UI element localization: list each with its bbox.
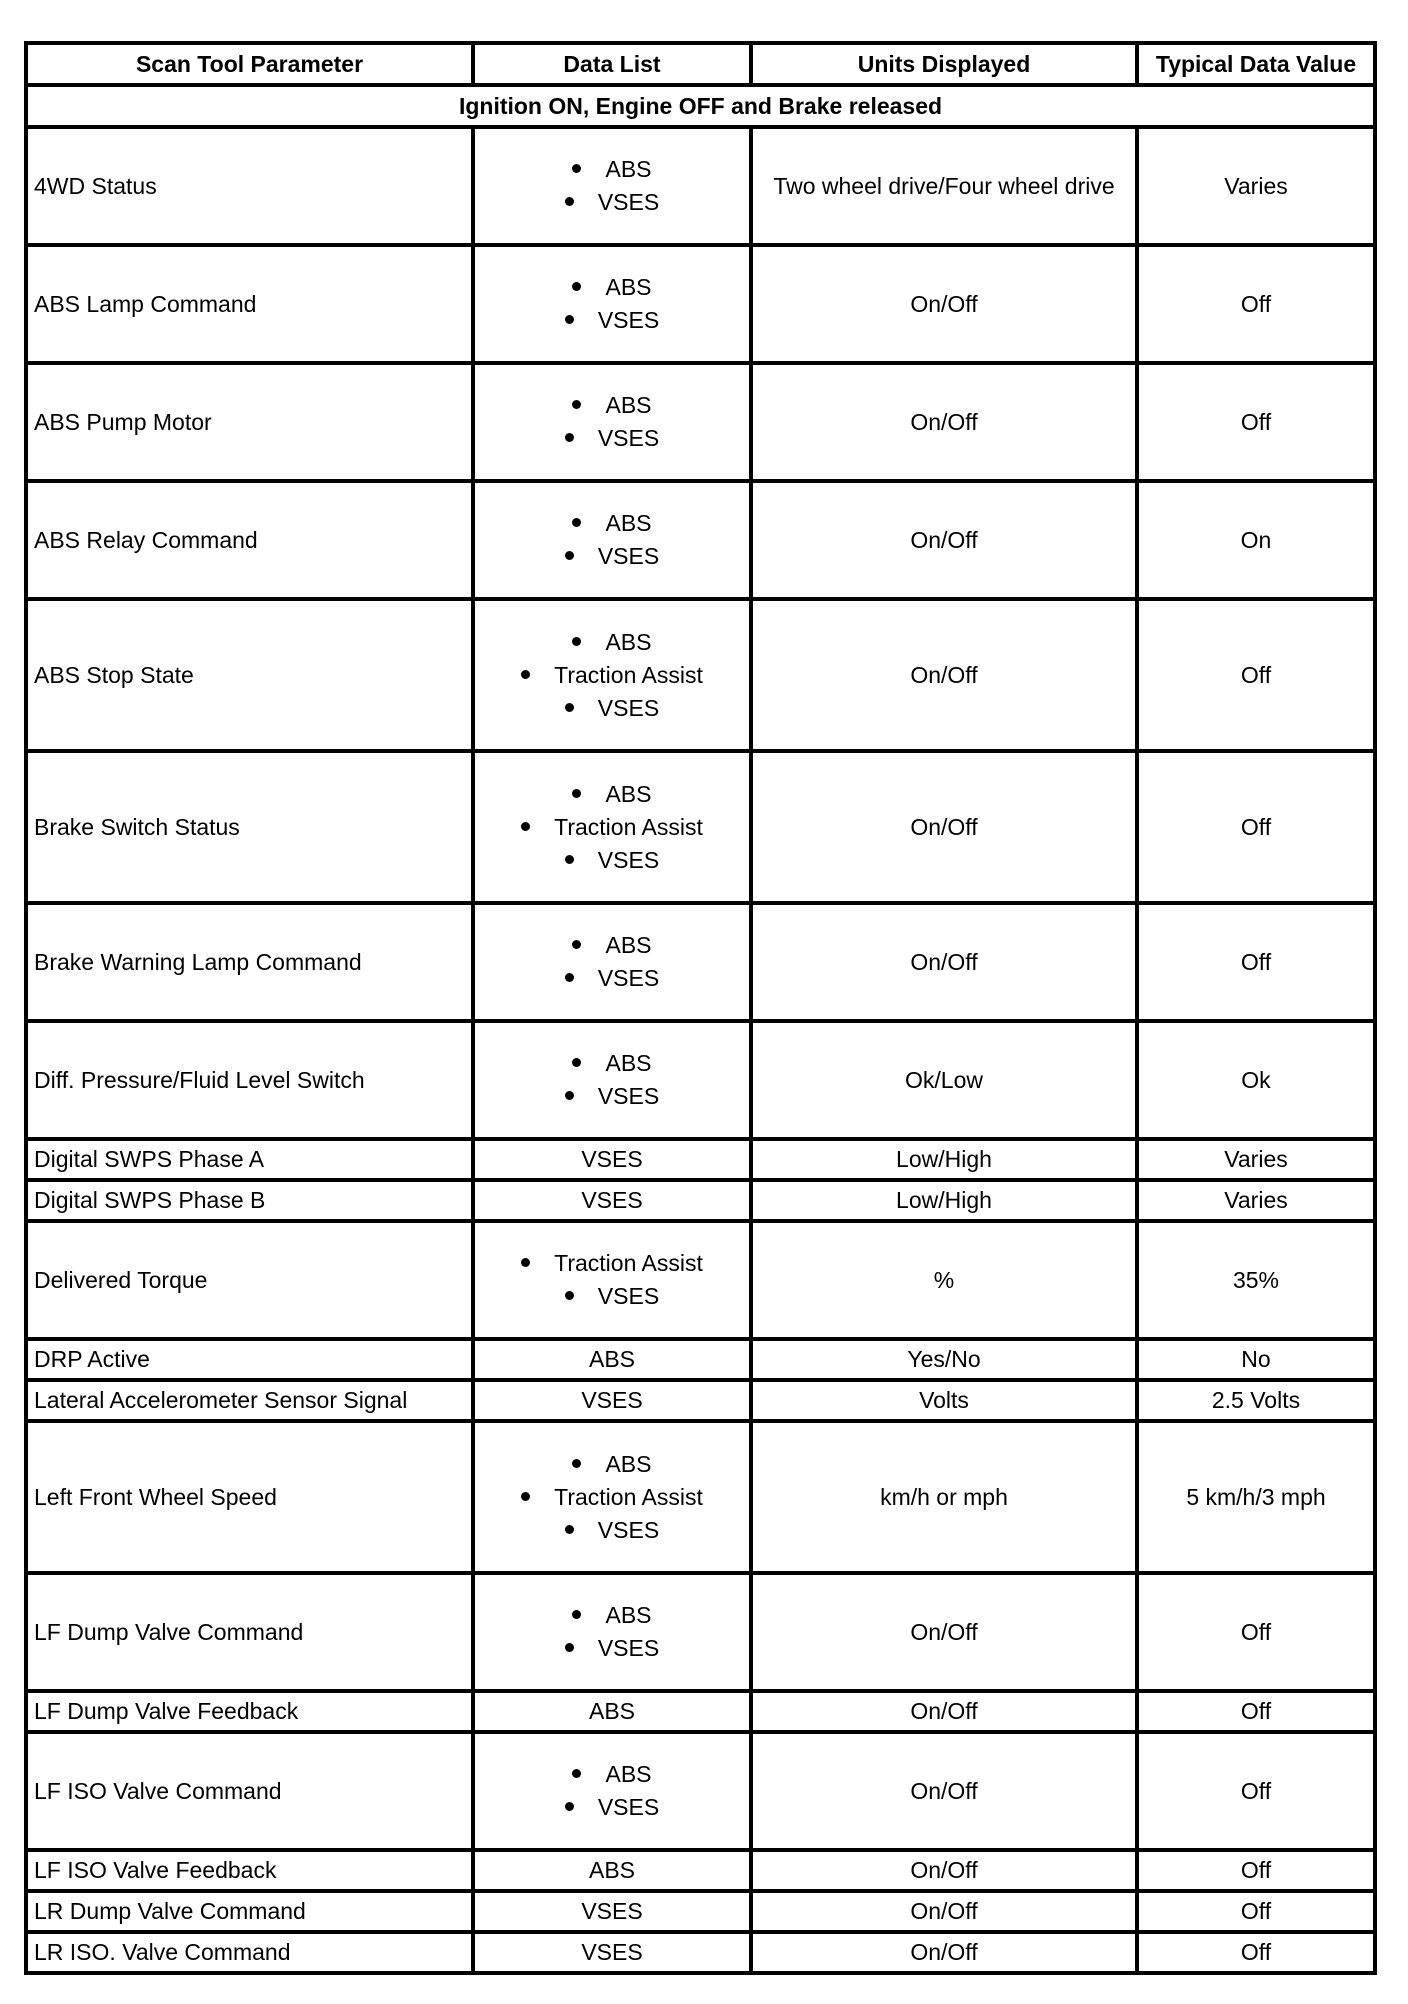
bullet-icon <box>572 789 581 798</box>
table-row <box>26 1021 1375 1139</box>
data-list-bullets <box>565 1047 659 1113</box>
data-list-cell <box>473 245 751 363</box>
bullet-icon <box>572 1459 581 1468</box>
parameter-cell: ABS Stop State <box>26 599 473 751</box>
header-units-displayed: Units Displayed <box>751 43 1137 85</box>
data-list-cell <box>473 751 751 903</box>
data-list-item-label: ABS <box>605 1450 652 1477</box>
data-list-item <box>565 389 659 422</box>
bullet-icon <box>521 822 530 831</box>
data-list-item-label: Traction Assist <box>554 1483 703 1510</box>
parameter-cell: ABS Pump Motor <box>26 363 473 481</box>
table-row <box>26 903 1375 1021</box>
bullet-icon <box>565 1525 574 1534</box>
parameter-cell: Diff. Pressure/Fluid Level Switch <box>26 1021 473 1139</box>
data-list-item <box>565 962 659 995</box>
units-cell: On/Off <box>751 751 1137 903</box>
units-cell: Low/High <box>751 1139 1137 1180</box>
data-list-item-label: VSES <box>597 307 660 333</box>
units-cell: On/Off <box>751 1850 1137 1891</box>
data-list-item-label: ABS <box>605 156 652 182</box>
table-row <box>26 1221 1375 1339</box>
data-list-bullets <box>565 389 659 455</box>
data-list-item-label: VSES <box>597 1635 660 1661</box>
section-title: Ignition ON, Engine OFF and Brake released <box>26 85 1375 127</box>
data-list-cell: ABS <box>473 1339 751 1380</box>
typical-value-cell: Off <box>1137 1691 1375 1732</box>
data-list-cell: VSES <box>473 1139 751 1180</box>
parameter-cell: Left Front Wheel Speed <box>26 1421 473 1573</box>
units-cell: Ok/Low <box>751 1021 1137 1139</box>
data-list-item-label: ABS <box>605 1050 652 1076</box>
bullet-icon <box>572 282 581 291</box>
parameter-cell: LR Dump Valve Command <box>26 1891 473 1932</box>
data-list-cell: VSES <box>473 1932 751 1973</box>
data-list-item-label: VSES <box>597 425 660 451</box>
data-list-bullets <box>565 153 659 219</box>
data-list-cell <box>473 127 751 245</box>
units-cell: Low/High <box>751 1180 1137 1221</box>
data-list-item-label: ABS <box>605 392 652 418</box>
bullet-icon <box>565 1643 574 1652</box>
data-list-cell <box>473 481 751 599</box>
typical-value-cell: On <box>1137 481 1375 599</box>
table-row <box>26 1180 1375 1221</box>
units-cell: On/Off <box>751 1932 1137 1973</box>
data-list-item-label: Traction Assist <box>554 813 703 840</box>
data-list-bullets <box>565 929 659 995</box>
data-list-item <box>565 507 659 540</box>
data-list-bullets <box>565 1758 659 1824</box>
typical-value-cell: Off <box>1137 751 1375 903</box>
table-row <box>26 1380 1375 1421</box>
table-row <box>26 1891 1375 1932</box>
table-row <box>26 1139 1375 1180</box>
units-cell: On/Off <box>751 245 1137 363</box>
parameter-cell: Delivered Torque <box>26 1221 473 1339</box>
data-list-cell <box>473 1021 751 1139</box>
data-list-cell <box>473 1732 751 1850</box>
table-row <box>26 1850 1375 1891</box>
data-list-item-label: ABS <box>605 932 652 958</box>
data-list-bullets <box>521 1247 703 1313</box>
parameter-cell: LF Dump Valve Command <box>26 1573 473 1691</box>
data-list-item-label: VSES <box>597 543 660 569</box>
data-list-item-label: ABS <box>605 274 652 300</box>
typical-value-cell: No <box>1137 1339 1375 1380</box>
data-list-bullets <box>521 626 703 725</box>
data-list-bullets <box>521 778 703 877</box>
typical-value-cell: Varies <box>1137 1139 1375 1180</box>
typical-value-cell: 5 km/h/3 mph <box>1137 1421 1375 1573</box>
data-list-item-label: ABS <box>605 1761 652 1787</box>
table-row <box>26 1932 1375 1973</box>
parameter-cell: Digital SWPS Phase A <box>26 1139 473 1180</box>
typical-value-cell: 35% <box>1137 1221 1375 1339</box>
typical-value-cell: Off <box>1137 1732 1375 1850</box>
table-row <box>26 751 1375 903</box>
data-list-item <box>565 422 659 455</box>
bullet-icon <box>572 1769 581 1778</box>
data-list-cell <box>473 363 751 481</box>
units-cell: On/Off <box>751 1891 1137 1932</box>
data-list-item <box>521 659 703 692</box>
units-cell: On/Off <box>751 363 1137 481</box>
data-list-item <box>521 692 703 725</box>
data-list-item <box>521 1280 703 1313</box>
data-list-item <box>521 626 703 659</box>
data-list-item <box>565 929 659 962</box>
table-row <box>26 1573 1375 1691</box>
bullet-icon <box>572 518 581 527</box>
parameter-cell: Brake Switch Status <box>26 751 473 903</box>
data-list-cell <box>473 1421 751 1573</box>
data-list-item-label: VSES <box>597 1794 660 1820</box>
section-row <box>26 85 1375 127</box>
typical-value-cell: Off <box>1137 363 1375 481</box>
bullet-icon <box>565 551 574 560</box>
bullet-icon <box>572 637 581 646</box>
units-cell: Volts <box>751 1380 1137 1421</box>
data-list-item <box>521 778 703 811</box>
data-list-bullets <box>565 507 659 573</box>
data-list-item <box>521 1481 703 1514</box>
data-list-item-label: Traction Assist <box>554 1250 703 1276</box>
data-list-item <box>521 1448 703 1481</box>
data-list-item-label: VSES <box>597 1083 660 1109</box>
data-list-cell: ABS <box>473 1850 751 1891</box>
typical-value-cell: Ok <box>1137 1021 1375 1139</box>
bullet-icon <box>572 1610 581 1619</box>
data-list-item <box>565 540 659 573</box>
bullet-icon <box>572 164 581 173</box>
data-list-item-label: ABS <box>605 628 652 655</box>
bullet-icon <box>521 1258 530 1267</box>
data-list-item-label: Traction Assist <box>554 661 703 688</box>
units-cell: Two wheel drive/Four wheel drive <box>751 127 1137 245</box>
data-list-item <box>521 844 703 877</box>
table-row <box>26 481 1375 599</box>
parameter-cell: LF Dump Valve Feedback <box>26 1691 473 1732</box>
data-list-item <box>565 186 659 219</box>
parameter-cell: Brake Warning Lamp Command <box>26 903 473 1021</box>
data-list-cell: VSES <box>473 1891 751 1932</box>
data-list-item <box>565 1791 659 1824</box>
table-row <box>26 1691 1375 1732</box>
header-typical-data-value: Typical Data Value <box>1137 43 1375 85</box>
data-list-item-label: ABS <box>605 780 652 807</box>
data-list-cell <box>473 1573 751 1691</box>
data-list-item <box>565 304 659 337</box>
units-cell: On/Off <box>751 481 1137 599</box>
units-cell: Yes/No <box>751 1339 1137 1380</box>
data-list-item <box>521 811 703 844</box>
bullet-icon <box>521 1492 530 1501</box>
table-row <box>26 245 1375 363</box>
data-list-item <box>565 271 659 304</box>
bullet-icon <box>572 400 581 409</box>
data-list-cell <box>473 599 751 751</box>
parameter-cell: ABS Lamp Command <box>26 245 473 363</box>
bullet-icon <box>565 703 574 712</box>
data-list-cell <box>473 1221 751 1339</box>
parameter-cell: LR ISO. Valve Command <box>26 1932 473 1973</box>
typical-value-cell: Varies <box>1137 127 1375 245</box>
data-list-cell: ABS <box>473 1691 751 1732</box>
data-list-bullets <box>565 1599 659 1665</box>
data-list-bullets <box>565 271 659 337</box>
bullet-icon <box>565 315 574 324</box>
data-list-item <box>521 1247 703 1280</box>
typical-value-cell: Off <box>1137 245 1375 363</box>
data-list-bullets <box>521 1448 703 1547</box>
units-cell: On/Off <box>751 903 1137 1021</box>
table-row <box>26 1339 1375 1380</box>
units-cell: km/h or mph <box>751 1421 1137 1573</box>
typical-value-cell: Off <box>1137 1850 1375 1891</box>
parameter-cell: DRP Active <box>26 1339 473 1380</box>
parameter-cell: Digital SWPS Phase B <box>26 1180 473 1221</box>
data-list-cell: VSES <box>473 1180 751 1221</box>
data-list-item-label: VSES <box>597 694 660 721</box>
table-row <box>26 1732 1375 1850</box>
parameter-cell: 4WD Status <box>26 127 473 245</box>
data-list-item-label: VSES <box>597 846 660 873</box>
data-list-cell: VSES <box>473 1380 751 1421</box>
units-cell: On/Off <box>751 599 1137 751</box>
table-row <box>26 127 1375 245</box>
header-scan-tool-parameter: Scan Tool Parameter <box>26 43 473 85</box>
data-list-item <box>565 153 659 186</box>
data-list-item <box>565 1080 659 1113</box>
bullet-icon <box>572 940 581 949</box>
typical-value-cell: Off <box>1137 1932 1375 1973</box>
data-list-item <box>565 1758 659 1791</box>
header-data-list: Data List <box>473 43 751 85</box>
typical-value-cell: Varies <box>1137 1180 1375 1221</box>
typical-value-cell: Off <box>1137 1891 1375 1932</box>
bullet-icon <box>565 1802 574 1811</box>
data-list-item-label: VSES <box>597 189 660 215</box>
bullet-icon <box>572 1058 581 1067</box>
data-list-item-label: VSES <box>597 1283 660 1309</box>
data-list-cell <box>473 903 751 1021</box>
scan-tool-data-table <box>24 41 1377 1975</box>
data-list-item-label: ABS <box>605 1602 652 1628</box>
table-row <box>26 1421 1375 1573</box>
header-row <box>26 43 1375 85</box>
units-cell: % <box>751 1221 1137 1339</box>
bullet-icon <box>565 433 574 442</box>
typical-value-cell: Off <box>1137 599 1375 751</box>
data-list-item <box>565 1047 659 1080</box>
units-cell: On/Off <box>751 1732 1137 1850</box>
typical-value-cell: Off <box>1137 903 1375 1021</box>
table-row <box>26 599 1375 751</box>
bullet-icon <box>565 855 574 864</box>
typical-value-cell: 2.5 Volts <box>1137 1380 1375 1421</box>
parameter-cell: Lateral Accelerometer Sensor Signal <box>26 1380 473 1421</box>
bullet-icon <box>521 670 530 679</box>
data-list-item <box>565 1632 659 1665</box>
bullet-icon <box>565 973 574 982</box>
data-list-item <box>521 1514 703 1547</box>
units-cell: On/Off <box>751 1691 1137 1732</box>
parameter-cell: LF ISO Valve Feedback <box>26 1850 473 1891</box>
data-list-item-label: ABS <box>605 510 652 536</box>
data-list-item-label: VSES <box>597 965 660 991</box>
typical-value-cell: Off <box>1137 1573 1375 1691</box>
parameter-cell: ABS Relay Command <box>26 481 473 599</box>
table-row <box>26 363 1375 481</box>
data-list-item <box>565 1599 659 1632</box>
bullet-icon <box>565 1091 574 1100</box>
bullet-icon <box>565 197 574 206</box>
parameter-cell: LF ISO Valve Command <box>26 1732 473 1850</box>
bullet-icon <box>565 1291 574 1300</box>
data-list-item-label: VSES <box>597 1516 660 1543</box>
units-cell: On/Off <box>751 1573 1137 1691</box>
